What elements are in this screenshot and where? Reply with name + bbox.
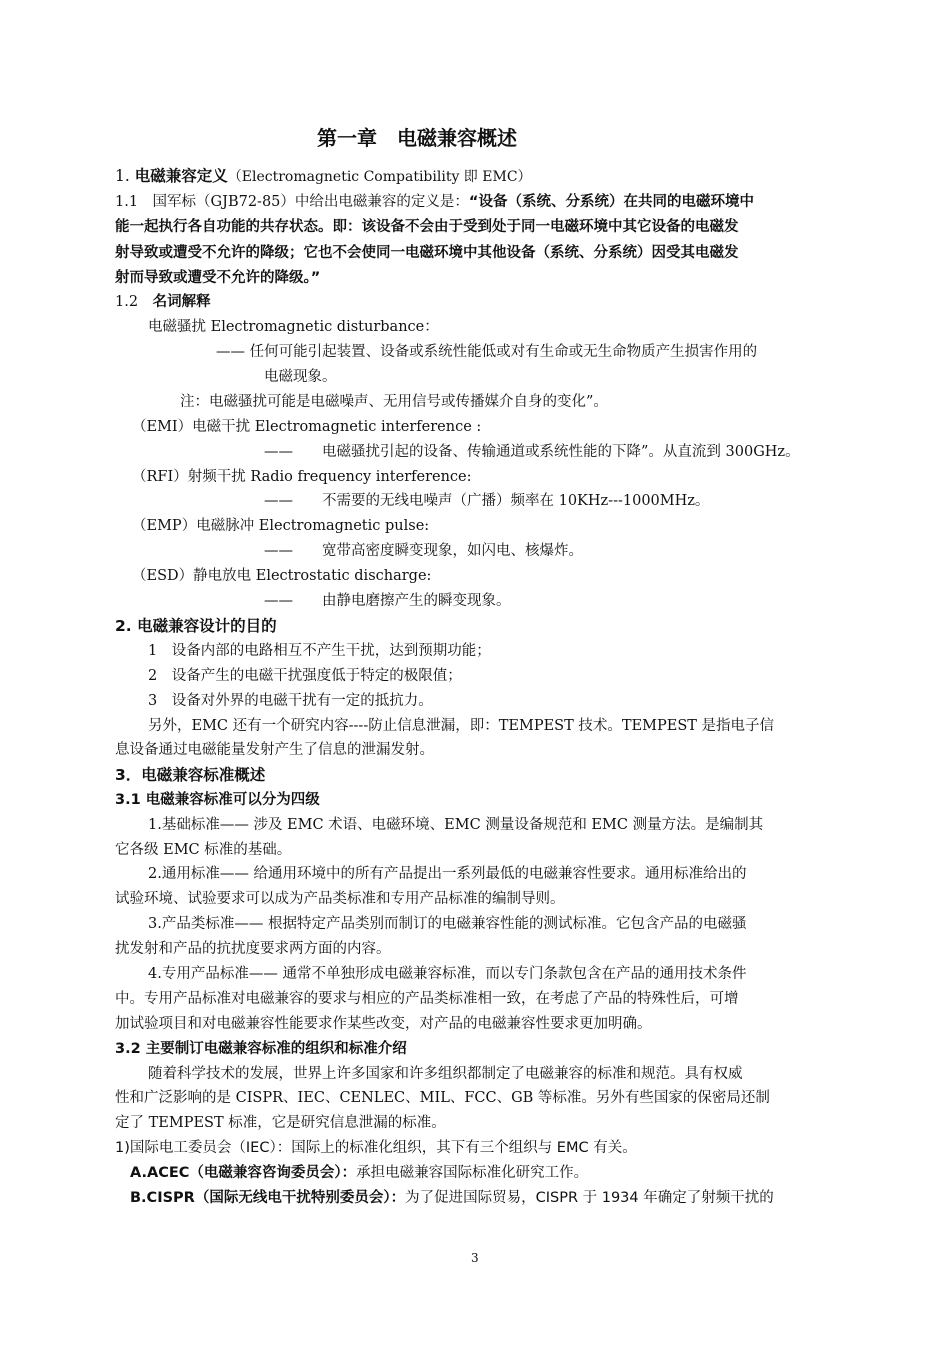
organizations-para-2: 性和广泛影响的是 CISPR、IEC、CENLEC、MIL、FCC、GB 等标准。另外有些国家的保密局还制	[115, 1090, 770, 1106]
basic-standard-1: 1.基础标准—— 涉及 EMC 术语、电磁环境、EMC 测量设备规范和 EMC 测量方法。是编制其	[148, 817, 764, 833]
acec-label: A.ACEC（电磁兼容咨询委员会）：	[130, 1165, 357, 1181]
def-disturbance-1: —— 任何可能引起装置、设备或系统性能低或对有生命或无生命物质产生损害作用的	[216, 344, 758, 360]
section-2-heading: 2. 电磁兼容设计的目的	[115, 617, 277, 635]
iec-heading: 1)国际电工委员会（IEC）：国际上的标准化组织，其下有三个组织与 EMC 有关。	[115, 1140, 637, 1156]
term-emp: （EMP）电磁脉冲 Electromagnetic pulse:	[132, 518, 430, 534]
section-3-2-heading: 3.2 主要制订电磁兼容标准的组织和标准介绍	[115, 1041, 407, 1057]
def-emp: —— 宽带高密度瞬变现象，如闪电、核爆炸。	[264, 543, 583, 559]
def-emi: —— 电磁骚扰引起的设备、传输通道或系统性能的下降”。从直流到 300GHz。	[264, 444, 800, 460]
definition-line-3: 射导致或遭受不允许的降级；它也不会使同一电磁环境中其他设备（系统、分系统）因受其电磁发	[115, 245, 739, 261]
generic-standard-1: 2.通用标准—— 给通用环境中的所有产品提出一系列最低的电磁兼容性要求。通用标准给出的	[148, 866, 747, 882]
generic-standard-2: 试验环境、试验要求可以成为产品类标准和专用产品标准的编制导则。	[115, 891, 565, 907]
organizations-para-1: 随着科学技术的发展，世界上许多国家和许多组织都制定了电磁兼容的标准和规范。具有权威	[148, 1066, 743, 1082]
purpose-item-2: 2 设备产生的电磁干扰强度低于特定的极限值；	[148, 668, 462, 684]
section-1-heading	[115, 166, 532, 187]
cispr-text: 为了促进国际贸易，CISPR 于 1934 年确定了射频干扰的	[405, 1190, 774, 1206]
section-1-2-heading	[115, 292, 211, 312]
definition-line-1	[115, 192, 754, 212]
definition-prefix: 1.1 国军标（GJB72-85）中给出电磁兼容的定义是：	[115, 194, 469, 210]
tempest-para-2: 息设备通过电磁能量发射产生了信息的泄漏发射。	[115, 742, 434, 758]
dedicated-standard-3: 加试验项目和对电磁兼容性能要求作某些改变，对产品的电磁兼容性要求更加明确。	[115, 1016, 652, 1032]
section-3-heading: 3．电磁兼容标准概述	[115, 766, 266, 784]
term-emi: （EMI）电磁干扰 Electromagnetic interference :	[132, 419, 482, 435]
chapter-title: 第一章 电磁兼容概述	[317, 126, 517, 150]
page-number: 3	[471, 1251, 479, 1265]
term-rfi: （RFI）射频干扰 Radio frequency interference:	[132, 469, 472, 485]
product-standard-1: 3.产品类标准—— 根据特定产品类别而制订的电磁兼容性能的测试标准。它包含产品的电磁骚	[148, 916, 747, 932]
section-1-2-title: 名词解释	[152, 294, 211, 310]
product-standard-2: 扰发射和产品的抗扰度要求两方面的内容。	[115, 941, 391, 957]
dedicated-standard-1: 4.专用产品标准—— 通常不单独形成电磁兼容标准，而以专门条款包含在产品的通用技术条件	[148, 966, 747, 982]
basic-standard-2: 它各级 EMC 标准的基础。	[115, 842, 292, 858]
acec-text: 承担电磁兼容国际标准化研究工作。	[356, 1165, 589, 1181]
tempest-para-1: 另外，EMC 还有一个研究内容----防止信息泄漏，即：TEMPEST 技术。TEMPEST 是指电子信	[148, 718, 775, 734]
term-esd: （ESD）静电放电 Electrostatic discharge:	[132, 568, 432, 584]
definition-quote-start: “设备（系统、分系统）在共同的电磁环境中	[468, 194, 754, 210]
section-1-number: 1.	[115, 167, 130, 185]
section-3-1-heading: 3.1 电磁兼容标准可以分为四级	[115, 792, 320, 808]
disturbance-note: 注：电磁骚扰可能是电磁噪声、无用信号或传播媒介自身的变化”。	[180, 394, 608, 410]
section-1-english: （Electromagnetic Compatibility 即 EMC）	[227, 169, 532, 185]
def-disturbance-2: 电磁现象。	[264, 369, 337, 385]
section-1-title: 电磁兼容定义	[134, 167, 228, 185]
cispr-label: B.CISPR（国际无线电干扰特别委员会）：	[130, 1190, 406, 1206]
cispr-line	[130, 1188, 774, 1208]
term-disturbance: 电磁骚扰 Electromagnetic disturbance：	[148, 319, 439, 335]
definition-line-4: 射而导致或遭受不允许的降级。”	[115, 270, 321, 286]
def-esd: —— 由静电磨擦产生的瞬变现象。	[264, 593, 511, 609]
acec-line	[130, 1163, 588, 1183]
definition-line-2: 能一起执行各自功能的共存状态。即：该设备不会由于受到处于同一电磁环境中其它设备的电磁发	[115, 219, 739, 235]
purpose-item-1: 1 设备内部的电路相互不产生干扰，达到预期功能；	[148, 643, 491, 659]
def-rfi: —— 不需要的无线电噪声（广播）频率在 10KHz---1000MHz。	[264, 493, 710, 509]
dedicated-standard-2: 中。专用产品标准对电磁兼容的要求与相应的产品类标准相一致，在考虑了产品的特殊性后，可增	[115, 991, 739, 1007]
purpose-item-3: 3 设备对外界的电磁干扰有一定的抵抗力。	[148, 693, 433, 709]
organizations-para-3: 定了 TEMPEST 标准，它是研究信息泄漏的标准。	[115, 1115, 446, 1131]
section-1-2-number: 1.2	[115, 294, 139, 310]
